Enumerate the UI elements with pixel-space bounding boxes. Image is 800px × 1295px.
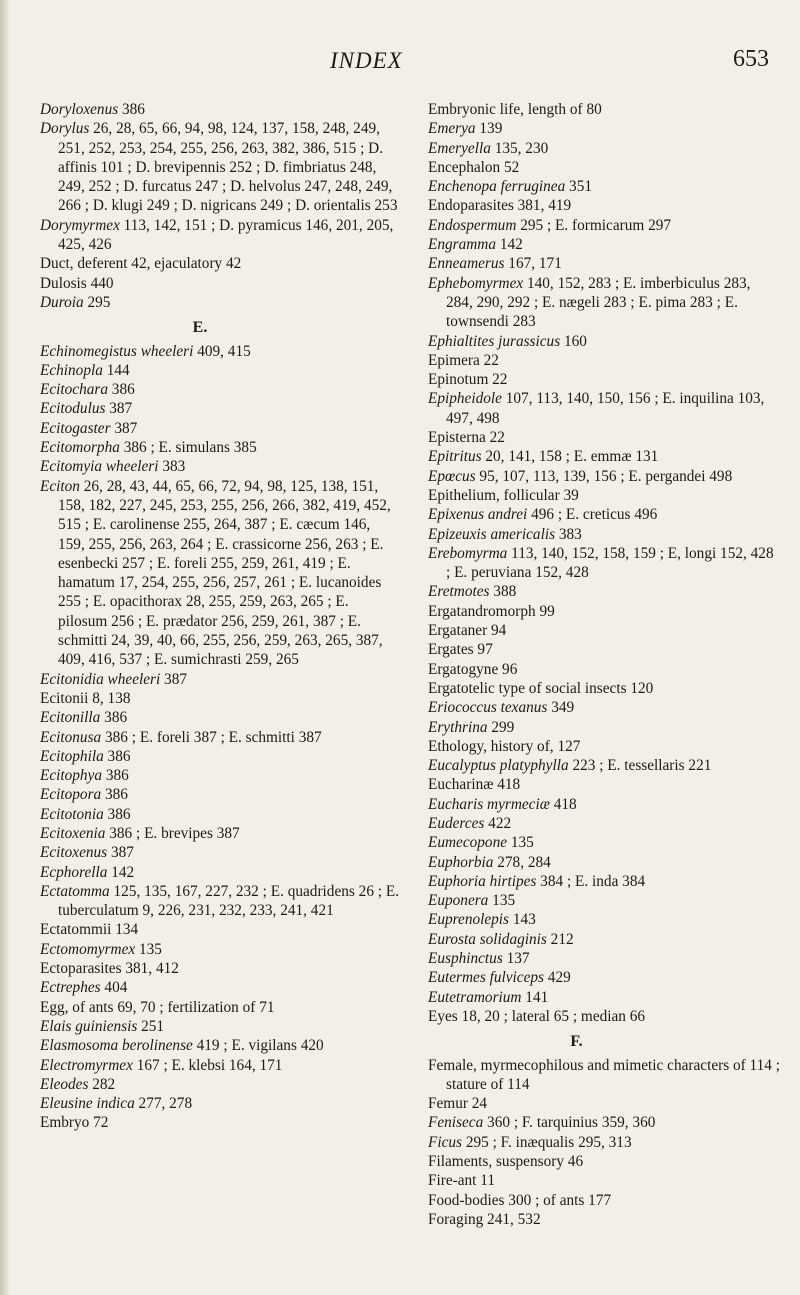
entry-heading: Egg, of ants 69, 70 ; fertilization of 71: [40, 998, 275, 1016]
entry-references: 351: [565, 178, 592, 196]
entry-heading: Ectrephes: [40, 979, 101, 997]
index-entry: [428, 640, 780, 659]
entry-heading: Episterna 22: [428, 429, 505, 447]
index-entry: [428, 235, 780, 254]
index-entry: [428, 119, 780, 138]
entry-heading: Ephialtites jurassicus: [428, 332, 561, 350]
entry-heading: Ergatotelic type of social insects 120: [428, 679, 654, 697]
index-entry: [428, 621, 780, 640]
index-entry: [40, 670, 400, 689]
entry-references: 360 ; F. tarquinius 359, 360: [483, 1114, 656, 1132]
entry-heading: Ecitomorpha: [40, 439, 120, 457]
entry-references: 388: [489, 583, 517, 601]
page-gutter-shadow: [0, 0, 10, 1295]
entry-heading: Ectomomyrmex: [40, 940, 136, 958]
entry-heading: Eriococcus texanus: [428, 699, 548, 717]
index-entry: [428, 332, 780, 351]
index-entry: [428, 949, 780, 968]
entry-heading: Filaments, suspensory 46: [428, 1153, 584, 1171]
entry-references: 386: [100, 709, 128, 727]
entry-heading: Emeryella: [428, 139, 491, 157]
index-entry: [428, 351, 780, 370]
index-entry: [428, 1007, 780, 1026]
entry-heading: Epimera 22: [428, 351, 499, 369]
entry-references: 139: [475, 120, 503, 138]
entry-heading: Euderces: [428, 814, 485, 832]
entry-references: 295 ; E. formicarum 297: [516, 216, 672, 234]
entry-heading: Elais guiniensis: [40, 1017, 138, 1035]
entry-heading: Ecphorella: [40, 863, 108, 881]
entry-references: 386: [118, 101, 145, 118]
index-entry: [428, 447, 780, 466]
index-entry: [428, 756, 780, 775]
entry-references: 141: [521, 988, 549, 1006]
index-entry: [428, 698, 780, 717]
entry-references: 160: [560, 332, 587, 350]
entry-references: 349: [547, 699, 575, 717]
index-entry: [428, 1191, 780, 1210]
entry-heading: Euphorbia: [428, 853, 494, 871]
index-entry: [40, 1056, 400, 1075]
entry-heading: Ectoparasites 381, 412: [40, 960, 179, 978]
entry-references: 135: [507, 834, 534, 852]
index-entry: [40, 1017, 400, 1036]
entry-heading: Ecitotonia: [40, 805, 104, 823]
entry-heading: Euprenolepis: [428, 911, 510, 929]
entry-heading: Engramma: [428, 236, 496, 254]
index-entry: [428, 544, 780, 583]
index-entry: [40, 824, 400, 843]
page-number: 653: [733, 46, 769, 72]
entry-references: 386: [103, 747, 131, 765]
entry-heading: Duroia: [40, 293, 84, 311]
entry-references: 429: [543, 969, 571, 987]
entry-heading: Enneamerus: [428, 255, 505, 273]
index-entry: [428, 1171, 780, 1190]
entry-heading: Embryonic life, length of 80: [428, 101, 602, 118]
entry-heading: Echinopla: [40, 361, 103, 379]
index-entry: [428, 254, 780, 273]
index-entry: [428, 196, 780, 215]
entry-heading: Erythrina: [428, 718, 488, 736]
index-entry: [428, 389, 780, 428]
index-entry: [428, 775, 780, 794]
section-letter: E.: [192, 319, 208, 337]
index-entry: [428, 582, 780, 601]
entry-heading: Eucharis myrmeciæ: [428, 795, 550, 813]
entry-heading: Foraging 241, 532: [428, 1210, 541, 1228]
entry-references: 384 ; E. inda 384: [536, 872, 646, 890]
index-entry: [40, 882, 400, 921]
entry-heading: Ecitonidia wheeleri: [40, 670, 161, 688]
section-letter: F.: [570, 1033, 583, 1051]
entry-heading: Ecitonilla: [40, 709, 101, 727]
entry-references: 95, 107, 113, 139, 156 ; E. pergandei 498: [475, 467, 733, 485]
entry-references: 383: [555, 525, 582, 543]
entry-heading: Endoparasites 381, 419: [428, 197, 572, 215]
entry-references: 26, 28, 43, 44, 65, 66, 72, 94, 98, 125, 138, 151, 158, 182, 227, 245, 253, 255, 256, 266, 382, 419, 452, 515 ; E. carolinense 255, 264, 387 ; E. cæcum 146, 159, 255, 256, 263, 264 ; E. crassicorne 256, 263 ; E. esenbecki 257 ; E. foreli 255, 259, 261, 419 ; E. hamatum 17, 254, 255, 256, 257, 261 ; E. lucanoides 255 ; E. opacithorax 28, 255, 259, 263, 265 ; E. pilosum 256 ; E. prædator 256, 259, 261, 387 ; E. schmitti 24, 39, 40, 66, 255, 256, 259, 263, 265, 387, 409, 416, 537 ; E. sumichrasti 259, 265: [58, 477, 391, 669]
entry-references: 107, 113, 140, 150, 156 ; E. inquilina 103, 497, 498: [446, 390, 765, 427]
index-entry: [40, 274, 400, 293]
entry-references: 386 ; E. brevipes 387: [105, 824, 240, 842]
index-entry: [428, 1094, 780, 1113]
entry-heading: Ecitogaster: [40, 419, 111, 437]
entry-heading: Elasmosoma berolinense: [40, 1037, 193, 1055]
entry-heading: Doryloxenus: [40, 101, 119, 118]
index-entry: [40, 747, 400, 766]
entry-references: 142: [107, 863, 135, 881]
index-entry: [40, 785, 400, 804]
entry-references: 295 ; F. inæqualis 295, 313: [462, 1133, 632, 1151]
index-entry: [428, 158, 780, 177]
entry-heading: Ergates 97: [428, 641, 493, 659]
index-entry: [40, 863, 400, 882]
entry-heading: Ergatandromorph 99: [428, 602, 555, 620]
entry-heading: Echinomegistus wheeleri: [40, 342, 194, 360]
entry-references: 113, 140, 152, 158, 159 ; E, longi 152, 428 ; E. peruviana 152, 428: [446, 544, 774, 582]
entry-references: 409, 415: [193, 342, 251, 360]
entry-references: 383: [158, 458, 186, 476]
entry-references: 386: [101, 786, 128, 804]
entry-heading: Electromyrmex: [40, 1056, 133, 1074]
index-entry: [40, 843, 400, 862]
index-entry: [428, 1133, 780, 1152]
entry-heading: Dorylus: [40, 120, 90, 138]
index-entry: [428, 486, 780, 505]
index-entry: [40, 216, 400, 255]
index-entry: [40, 477, 400, 670]
index-entry: [40, 342, 400, 361]
entry-references: 20, 141, 158 ; E. emmæ 131: [481, 448, 659, 466]
index-entry: [428, 139, 780, 158]
entry-heading: Ecitoxenus: [40, 844, 108, 862]
entry-heading: Euphoria hirtipes: [428, 872, 537, 890]
index-entry: [40, 100, 400, 119]
entry-heading: Female, myrmecophilous and mimetic characters of 114 ; stature of 114: [428, 1056, 780, 1093]
entry-references: 299: [487, 718, 515, 736]
index-entry: [40, 805, 400, 824]
index-entry: [40, 998, 400, 1017]
index-entry: [428, 100, 780, 119]
index-entry: [428, 833, 780, 852]
entry-references: 419 ; E. vigilans 420: [192, 1037, 324, 1055]
entry-heading: Eutermes fulviceps: [428, 969, 544, 987]
entry-references: 135: [488, 892, 516, 910]
entry-heading: Eumecopone: [428, 834, 508, 852]
entry-references: 251: [137, 1017, 165, 1035]
index-entry: [40, 1036, 400, 1055]
index-entry: [40, 254, 400, 273]
entry-references: 167, 171: [504, 255, 562, 273]
index-entry: [428, 988, 780, 1007]
index-entry: [40, 293, 400, 312]
index-entry: [428, 660, 780, 679]
entry-references: 496 ; E. creticus 496: [527, 506, 658, 524]
index-entry: [428, 467, 780, 486]
entry-references: 418: [549, 795, 577, 813]
index-entry: [40, 708, 400, 727]
index-entry: [428, 853, 780, 872]
entry-heading: Eyes 18, 20 ; lateral 65 ; median 66: [428, 1007, 646, 1025]
entry-heading: Eciton: [40, 477, 80, 495]
entry-references: 278, 284: [493, 853, 551, 871]
index-entry: [40, 689, 400, 708]
entry-references: 140, 152, 283 ; E. imberbiculus 283, 284, 290, 292 ; E. nægeli 283 ; E. pima 283 ; E. townsendi 283: [446, 274, 751, 331]
entry-references: 387: [160, 670, 188, 688]
index-entry: [428, 216, 780, 235]
entry-heading: Ecitoxenia: [40, 824, 106, 842]
entry-heading: Epithelium, follicular 39: [428, 486, 579, 504]
entry-heading: Erebomyrma: [428, 544, 508, 562]
index-entry: [428, 428, 780, 447]
entry-heading: Fire-ant 11: [428, 1172, 495, 1190]
entry-heading: Euponera: [428, 892, 489, 910]
index-column-right: [428, 100, 780, 1229]
index-entry: [428, 737, 780, 756]
entry-references: 26, 28, 65, 66, 94, 98, 124, 137, 158, 248, 249, 251, 252, 253, 254, 255, 256, 263, 382, 386, 515 ; D. affinis 101 ; D. brevipennis 252 ; D. fimbriatus 248, 249, 252 ; D. furcatus 247 ; D. helvolus 247, 248, 249, 266 ; D. klugi 249 ; D. nigricans 249 ; D. orientalis 253: [58, 120, 398, 215]
entry-heading: Eretmotes: [428, 583, 490, 601]
index-entry: [40, 457, 400, 476]
index-entry: [428, 602, 780, 621]
entry-references: 386: [107, 381, 135, 399]
index-entry: [428, 177, 780, 196]
entry-references: 404: [100, 979, 128, 997]
entry-heading: Enchenopa ferruginea: [428, 178, 566, 196]
index-entry: [40, 419, 400, 438]
entry-heading: Ecitopora: [40, 786, 102, 804]
index-entry: [428, 679, 780, 698]
entry-heading: Ecitonusa: [40, 728, 102, 746]
entry-references: 125, 135, 167, 227, 232 ; E. quadridens 26 ; E. tuberculatum 9, 226, 231, 232, 233, 241, 421: [58, 882, 400, 920]
entry-references: 167 ; E. klebsi 164, 171: [132, 1056, 283, 1074]
entry-references: 282: [88, 1075, 116, 1093]
entry-references: 386 ; E. foreli 387 ; E. schmitti 387: [101, 728, 322, 746]
index-entry: [428, 814, 780, 833]
entry-references: 386: [102, 767, 129, 785]
entry-heading: Ecitophila: [40, 747, 104, 765]
index-entry: [40, 361, 400, 380]
entry-heading: Emerya: [428, 120, 476, 138]
index-entry: [40, 959, 400, 978]
entry-heading: Duct, deferent 42, ejaculatory 42: [40, 255, 242, 273]
entry-references: 135: [135, 940, 162, 958]
index-entry: [428, 910, 780, 929]
index-entry: [428, 1113, 780, 1132]
entry-references: 387: [105, 400, 133, 418]
entry-references: 135, 230: [490, 139, 549, 157]
index-entry: [40, 728, 400, 747]
entry-references: 137: [502, 950, 530, 968]
index-entry: [40, 920, 400, 939]
entry-references: 142: [496, 236, 523, 254]
entry-heading: Eucharinæ 418: [428, 776, 521, 794]
index-entry: [428, 505, 780, 524]
entry-references: 212: [546, 930, 574, 948]
index-entry: [40, 940, 400, 959]
entry-heading: Epizeuxis americalis: [428, 525, 556, 543]
index-entry: [40, 1075, 400, 1094]
entry-heading: Dorymyrmex: [40, 216, 120, 234]
entry-references: 144: [102, 361, 130, 379]
entry-heading: Ergatogyne 96: [428, 660, 518, 678]
index-entry: [428, 1210, 780, 1229]
entry-references: 277, 278: [134, 1095, 193, 1113]
running-head: INDEX: [330, 48, 403, 73]
index-entry: [40, 1094, 400, 1113]
index-entry: [428, 872, 780, 891]
entry-references: 295: [83, 293, 111, 311]
index-entry: [428, 930, 780, 949]
entry-heading: Eutetramorium: [428, 988, 522, 1006]
index-entry: [428, 968, 780, 987]
index-entry: [40, 766, 400, 785]
index-entry: [40, 1113, 400, 1132]
entry-heading: Epipheidole: [428, 390, 502, 408]
index-column-left: [40, 100, 400, 1133]
entry-heading: Eleusine indica: [40, 1095, 135, 1113]
entry-heading: Eusphinctus: [428, 950, 503, 968]
entry-references: 143: [509, 911, 536, 929]
page-header: [0, 44, 800, 84]
entry-heading: Endospermum: [428, 216, 517, 234]
entry-heading: Epixenus andrei: [428, 506, 528, 524]
entry-heading: Ethology, history of, 127: [428, 737, 581, 755]
entry-heading: Ectatomma: [40, 882, 110, 900]
entry-heading: Embryo 72: [40, 1114, 109, 1132]
index-entry: [428, 525, 780, 544]
entry-heading: Ecitophya: [40, 767, 103, 785]
entry-heading: Ectatommii 134: [40, 921, 139, 939]
index-entry: [428, 1056, 780, 1095]
entry-heading: Femur 24: [428, 1095, 488, 1113]
index-entry: [428, 718, 780, 737]
entry-heading: Ergataner 94: [428, 622, 507, 640]
entry-heading: Ficus: [428, 1133, 462, 1151]
entry-heading: Epœcus: [428, 467, 476, 485]
index-entry: [428, 795, 780, 814]
index-entry: [40, 978, 400, 997]
entry-references: 387: [110, 419, 138, 437]
entry-heading: Food-bodies 300 ; of ants 177: [428, 1191, 612, 1209]
entry-references: 386 ; E. simulans 385: [119, 439, 257, 457]
index-entry: [40, 399, 400, 418]
entry-heading: Eleodes: [40, 1075, 89, 1093]
index-entry: [428, 891, 780, 910]
entry-heading: Eurosta solidaginis: [428, 930, 547, 948]
index-entry: [428, 274, 780, 332]
index-entry: [40, 380, 400, 399]
entry-heading: Eucalyptus platyphylla: [428, 757, 569, 775]
entry-references: 113, 142, 151 ; D. pyramicus 146, 201, 205, 425, 426: [58, 216, 394, 254]
entry-references: 386: [103, 805, 131, 823]
index-entry: [428, 1152, 780, 1171]
entry-heading: Epinotum 22: [428, 371, 508, 389]
entry-heading: Ecitodulus: [40, 400, 106, 418]
index-entry: [40, 438, 400, 457]
entry-references: 387: [107, 844, 134, 862]
entry-heading: Ecitomyia wheeleri: [40, 458, 159, 476]
entry-heading: Ecitonii 8, 138: [40, 689, 131, 707]
index-entry: [428, 370, 780, 389]
entry-heading: Feniseca: [428, 1114, 484, 1132]
entry-references: 422: [484, 814, 512, 832]
entry-heading: Ecitochara: [40, 381, 108, 399]
entry-heading: Ephebomyrmex: [428, 274, 524, 292]
entry-heading: Epitritus: [428, 448, 482, 466]
entry-heading: Encephalon 52: [428, 158, 520, 176]
index-entry: [40, 119, 400, 215]
entry-heading: Dulosis 440: [40, 274, 114, 292]
entry-references: 223 ; E. tessellaris 221: [568, 757, 712, 775]
